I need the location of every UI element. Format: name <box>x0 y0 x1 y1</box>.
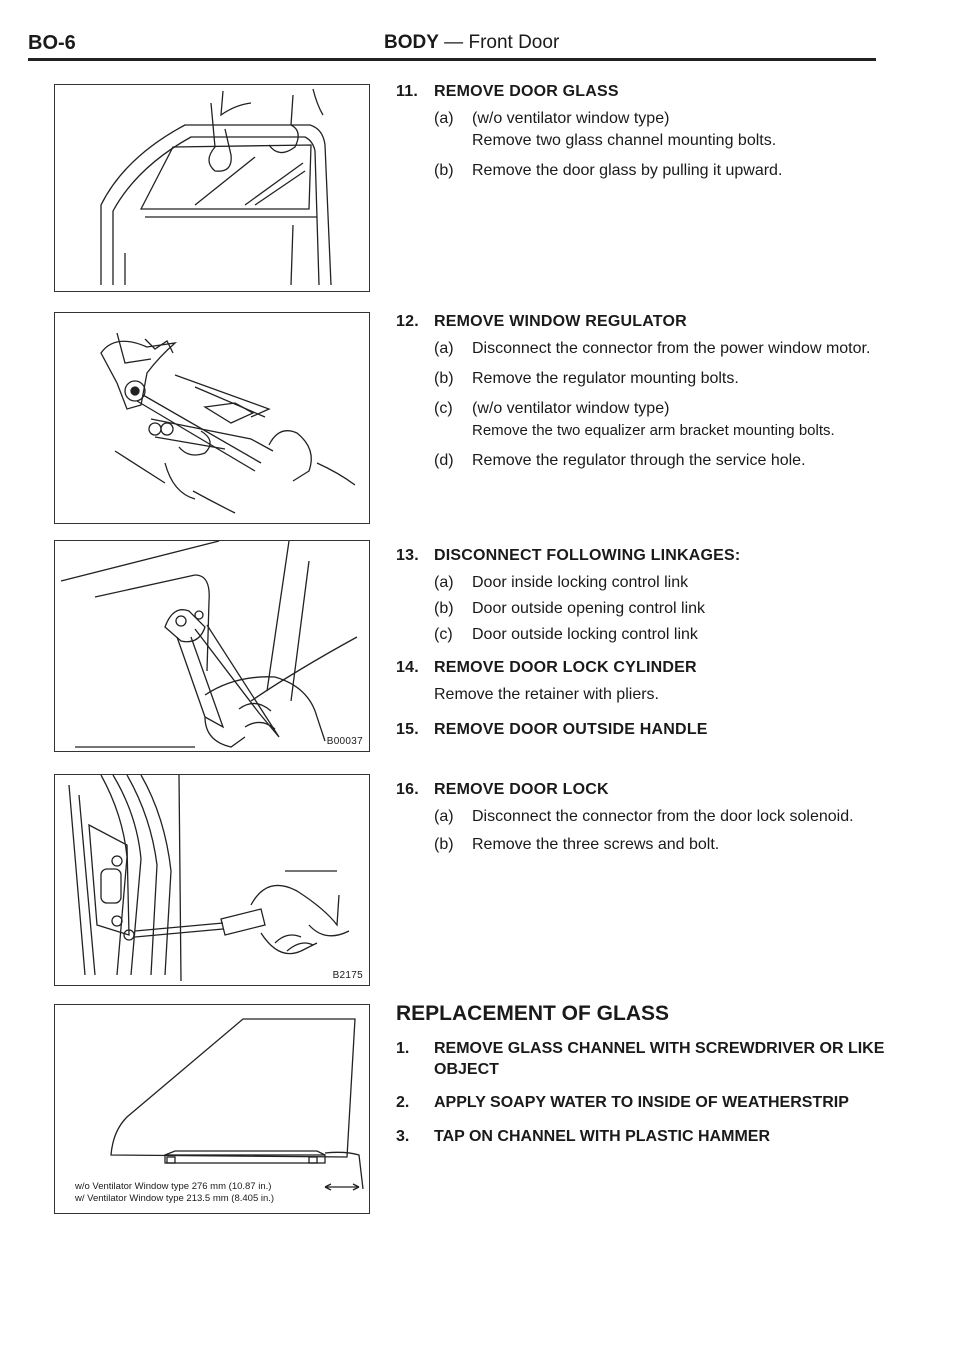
item-number: 2. <box>396 1094 410 1111</box>
step-title-text: REMOVE DOOR LOCK <box>434 781 609 798</box>
step-14 <box>396 658 896 706</box>
substep-text: Door outside locking control link <box>472 626 698 643</box>
step-text: Remove the retainer with pliers. <box>434 686 659 703</box>
step-title <box>396 658 896 678</box>
substep-a <box>434 108 896 152</box>
substep-text: (w/o ventilator window type) <box>472 400 670 417</box>
substep-b <box>434 598 896 620</box>
section-sub: — Front Door <box>438 32 560 53</box>
step-number: 11. <box>396 83 418 100</box>
substep-text: Remove two glass channel mounting bolts. <box>472 132 777 149</box>
substep-label: (d) <box>434 452 454 469</box>
item-number: 1. <box>396 1040 410 1057</box>
step-13 <box>396 546 896 646</box>
caption-line-2: w/ Ventilator Window type 213.5 mm (8.405 in.) <box>75 1193 275 1204</box>
substep-c <box>434 624 896 646</box>
step-11 <box>396 82 896 182</box>
substep-b <box>434 160 896 182</box>
lock-cylinder-illustration <box>55 541 371 753</box>
step-16 <box>396 780 896 856</box>
step-title <box>396 720 896 740</box>
door-lock-illustration <box>55 775 371 987</box>
substep-text: Disconnect the connector from the door lock solenoid. <box>472 808 854 825</box>
figure-door-glass <box>54 84 370 292</box>
step-title <box>396 312 896 332</box>
caption-line-1: w/o Ventilator Window type 276 mm (10.87 in.) <box>75 1181 272 1192</box>
substep-text: Remove the door glass by pulling it upward. <box>472 162 783 179</box>
replacement-item-2 <box>396 1092 886 1113</box>
substep-b <box>434 834 896 856</box>
substep-a <box>434 338 896 360</box>
glass-dimension-caption <box>75 1181 274 1205</box>
header-rule <box>28 58 876 61</box>
substep-text: (w/o ventilator window type) <box>472 110 670 127</box>
step-title-text: REMOVE DOOR GLASS <box>434 83 619 100</box>
section-main: BODY <box>384 32 439 53</box>
figure-glass-channel <box>54 1004 370 1214</box>
replacement-heading: REPLACEMENT OF GLASS <box>396 1002 670 1025</box>
substep-label: (b) <box>434 600 454 617</box>
step-title <box>396 82 896 102</box>
item-text: TAP ON CHANNEL WITH PLASTIC HAMMER <box>434 1128 770 1145</box>
substep-text: Remove the two equalizer arm bracket mounting bolts. <box>472 422 835 439</box>
figure-code: B00037 <box>326 736 363 747</box>
substep-label: (a) <box>434 340 454 357</box>
substep-label: (a) <box>434 574 454 591</box>
window-regulator-illustration <box>55 313 371 525</box>
replacement-item-3 <box>396 1126 886 1147</box>
substep-label: (b) <box>434 162 454 179</box>
substep-label: (c) <box>434 626 453 643</box>
step-title-text: REMOVE DOOR LOCK CYLINDER <box>434 659 697 676</box>
item-text: REMOVE GLASS CHANNEL WITH SCREWDRIVER OR LIKE OBJECT <box>434 1040 885 1078</box>
step-number: 15. <box>396 721 419 738</box>
replacement-item-1 <box>396 1038 886 1080</box>
substep-label: (a) <box>434 808 454 825</box>
step-title-text: REMOVE DOOR OUTSIDE HANDLE <box>434 721 708 738</box>
substep-label: (a) <box>434 110 454 127</box>
page-code: BO-6 <box>28 32 76 54</box>
step-12 <box>396 312 896 472</box>
step-title-text: DISCONNECT FOLLOWING LINKAGES: <box>434 547 741 564</box>
substep-label: (b) <box>434 836 454 853</box>
substep-text: Door inside locking control link <box>472 574 689 591</box>
substep-text: Remove the three screws and bolt. <box>472 836 720 853</box>
figure-code: B2175 <box>332 970 363 981</box>
item-text: APPLY SOAPY WATER TO INSIDE OF WEATHERSTRIP <box>434 1094 849 1111</box>
substep-b <box>434 368 896 390</box>
figure-window-regulator <box>54 312 370 524</box>
substep-text: Remove the regulator through the service hole. <box>472 452 806 469</box>
page-header <box>28 32 876 64</box>
substep-text: Remove the regulator mounting bolts. <box>472 370 739 387</box>
substep-label: (c) <box>434 400 453 417</box>
step-15 <box>396 720 896 740</box>
figure-door-lock <box>54 774 370 986</box>
substep-a <box>434 806 896 828</box>
substep-text: Disconnect the connector from the power window motor. <box>472 340 871 357</box>
item-number: 3. <box>396 1128 410 1145</box>
substep-c <box>434 398 896 442</box>
substep-label: (b) <box>434 370 454 387</box>
substep-text: Door outside opening control link <box>472 600 706 617</box>
substep-d <box>434 450 896 472</box>
step-title-text: REMOVE WINDOW REGULATOR <box>434 313 687 330</box>
substep-a <box>434 572 896 594</box>
step-title <box>396 780 896 800</box>
step-number: 16. <box>396 781 419 798</box>
section-title <box>384 32 559 54</box>
door-glass-illustration <box>55 85 371 293</box>
step-number: 14. <box>396 659 419 676</box>
step-number: 12. <box>396 313 419 330</box>
step-number: 13. <box>396 547 419 564</box>
step-title <box>396 546 896 566</box>
figure-lock-cylinder <box>54 540 370 752</box>
